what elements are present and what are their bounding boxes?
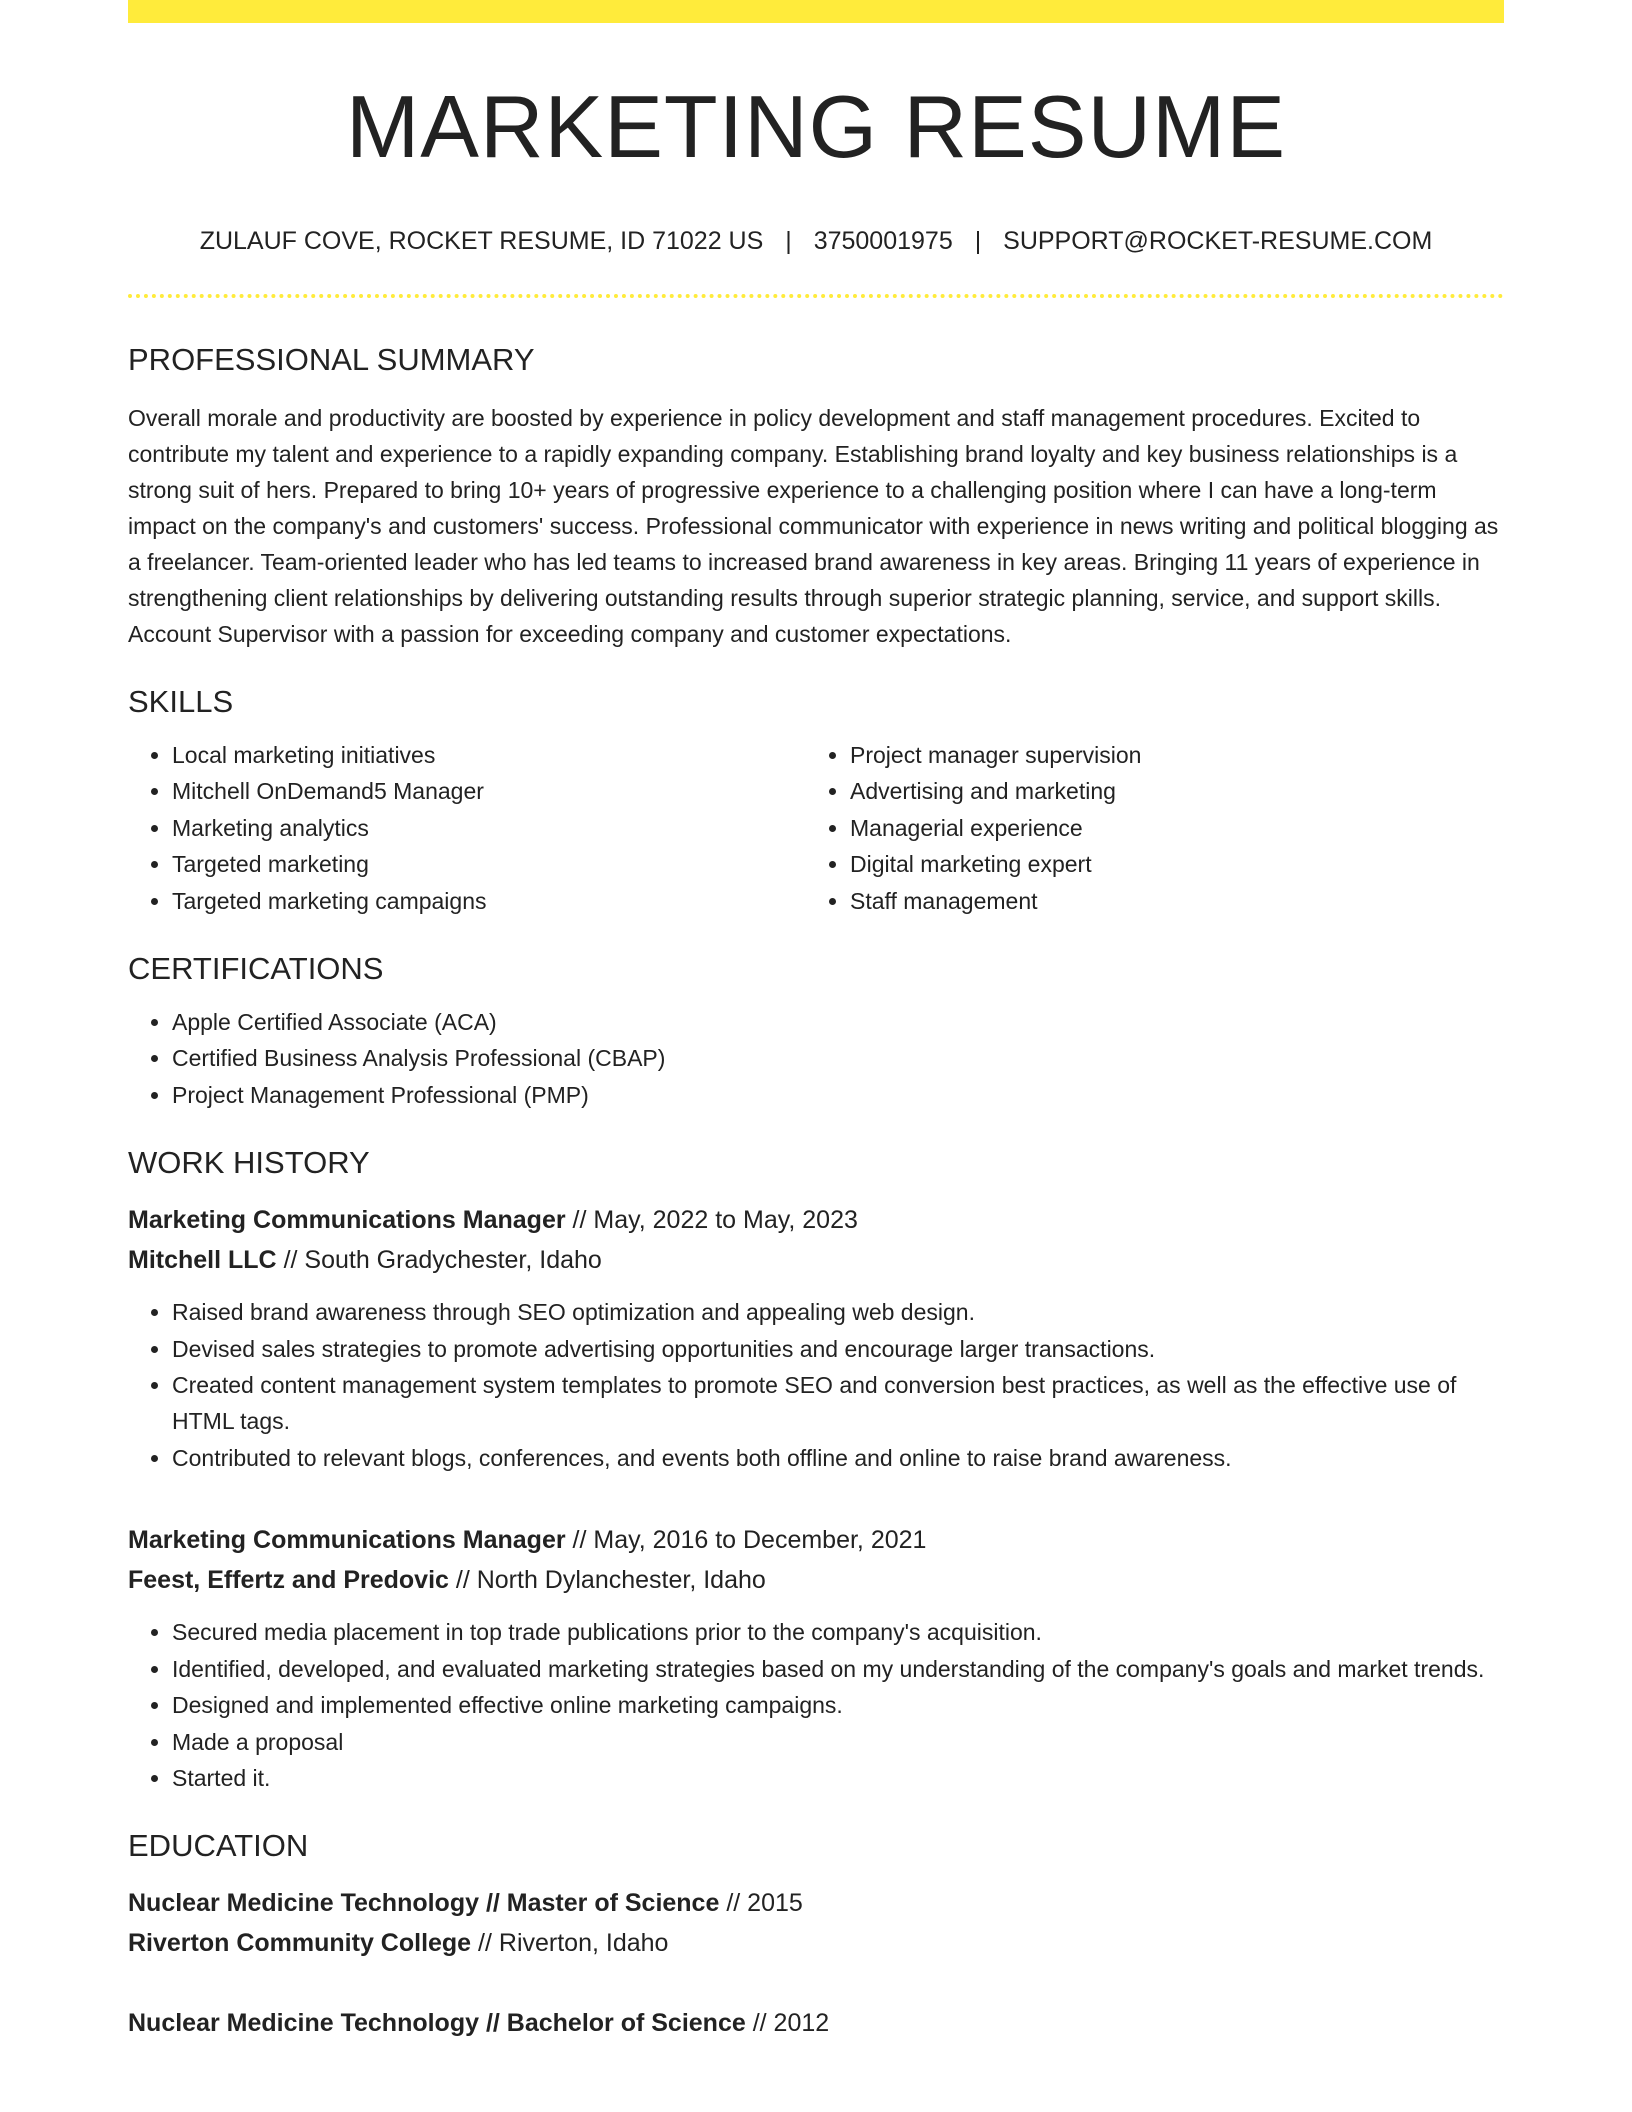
accent-bar xyxy=(128,0,1504,23)
header-divider xyxy=(128,294,1504,298)
skill-item: • Targeted marketing xyxy=(172,846,806,882)
certifications-list xyxy=(128,1004,1504,1113)
skills-columns xyxy=(128,737,1504,919)
skill-item: • Advertising and marketing xyxy=(850,773,1484,809)
contact-address: ZULAUF COVE, ROCKET RESUME, ID 71022 US xyxy=(199,227,764,255)
education-entry xyxy=(128,1883,1504,1963)
job-dates: // May, 2022 to May, 2023 xyxy=(572,1206,858,1235)
job-company: Feest, Effertz and Predovic xyxy=(128,1566,449,1595)
skill-item: • Staff management xyxy=(850,883,1484,919)
job-bullet: • Devised sales strategies to promote advertising opportunities and encourage larger transactions. xyxy=(172,1331,1504,1367)
job-bullets xyxy=(128,1614,1504,1796)
job-bullet: • Made a proposal xyxy=(172,1724,1504,1760)
job-company-line xyxy=(128,1560,1504,1600)
contact-separator: | xyxy=(785,227,792,255)
education-school-line xyxy=(128,1923,1504,1963)
job-bullet: • Started it. xyxy=(172,1760,1504,1796)
certification-item: • Apple Certified Associate (ACA) xyxy=(172,1004,1504,1040)
job-role: Marketing Communications Manager xyxy=(128,1526,566,1555)
job-company: Mitchell LLC xyxy=(128,1246,277,1275)
resume-page xyxy=(128,0,1504,2043)
job-bullet: • Created content management system templates to promote SEO and conversion best practices, as well as the effective use of HTML tags. xyxy=(172,1367,1504,1440)
job-location: // North Dylanchester, Idaho xyxy=(455,1566,766,1595)
education-year: // 2012 xyxy=(752,2009,830,2038)
work-history-heading: WORK HISTORY xyxy=(128,1145,370,1181)
skill-item: • Local marketing initiatives xyxy=(172,737,806,773)
contact-line xyxy=(128,229,1504,254)
education-degree: Nuclear Medicine Technology // Master of Science xyxy=(128,1889,720,1918)
skill-item: • Managerial experience xyxy=(850,810,1484,846)
job-bullet: • Secured media placement in top trade publications prior to the company's acquisition. xyxy=(172,1614,1504,1650)
job-company-line xyxy=(128,1240,1504,1280)
education-degree-line xyxy=(128,1883,1504,1923)
certification-item: • Certified Business Analysis Professional (CBAP) xyxy=(172,1040,1504,1076)
job-bullet: • Designed and implemented effective online marketing campaigns. xyxy=(172,1687,1504,1723)
skills-list-left xyxy=(128,737,806,919)
job-entry xyxy=(128,1200,1504,1476)
summary-text: Overall morale and productivity are boosted by experience in policy development and staff management procedures. Excited to contribute my talent and experience to a rapidly expanding company. Establishing brand loyalty and key business relationships is a strong suit of hers. Prepared to bring 10+ years of progressive experience to a challenging position where I can have a long-term impact on the company's and customers' success. Professional communicator with experience in news writing and political blogging as a freelancer. Team-oriented leader who has led teams to increased brand awareness in key areas. Bringing 11 years of experience in strengthening client relationships by delivering outstanding results through superior strategic planning, service, and support skills. Account Supervisor with a passion for exceeding company and customer expectations. xyxy=(128,405,1499,647)
education-location: // Riverton, Idaho xyxy=(478,1929,669,1958)
skills-heading: SKILLS xyxy=(128,684,234,719)
skills-list-right xyxy=(806,737,1484,919)
contact-separator: | xyxy=(974,227,982,255)
resume-title: MARKETING RESUME xyxy=(345,77,1287,176)
education-school: Riverton Community College xyxy=(128,1929,472,1958)
job-dates: // May, 2016 to December, 2021 xyxy=(572,1526,927,1555)
certification-item: • Project Management Professional (PMP) xyxy=(172,1077,1504,1113)
skill-item: • Project manager supervision xyxy=(850,737,1484,773)
education-entry xyxy=(128,2003,1504,2043)
job-bullet: • Raised brand awareness through SEO optimization and appealing web design. xyxy=(172,1294,1504,1330)
job-bullet: • Contributed to relevant blogs, conferences, and events both offline and online to raise brand awareness. xyxy=(172,1440,1504,1476)
summary-heading: PROFESSIONAL SUMMARY xyxy=(128,342,535,377)
skill-item: • Digital marketing expert xyxy=(850,846,1484,882)
job-title-line xyxy=(128,1200,1504,1240)
education-degree: Nuclear Medicine Technology // Bachelor of Science xyxy=(128,2009,746,2038)
education-degree-line xyxy=(128,2003,1504,2043)
education-heading: EDUCATION xyxy=(128,1828,309,1864)
education-year: // 2015 xyxy=(726,1889,803,1918)
skill-item: • Targeted marketing campaigns xyxy=(172,883,806,919)
contact-phone: 3750001975 xyxy=(813,227,953,255)
job-bullet: • Identified, developed, and evaluated marketing strategies based on my understanding of the company's goals and market trends. xyxy=(172,1651,1504,1687)
job-bullets xyxy=(128,1294,1504,1476)
job-entry xyxy=(128,1520,1504,1796)
contact-email: SUPPORT@ROCKET-RESUME.COM xyxy=(1003,227,1433,255)
skill-item: • Marketing analytics xyxy=(172,810,806,846)
skill-item: • Mitchell OnDemand5 Manager xyxy=(172,773,806,809)
job-role: Marketing Communications Manager xyxy=(128,1206,566,1235)
job-title-line xyxy=(128,1520,1504,1560)
certifications-heading: CERTIFICATIONS xyxy=(128,951,384,987)
job-location: // South Gradychester, Idaho xyxy=(283,1246,602,1275)
